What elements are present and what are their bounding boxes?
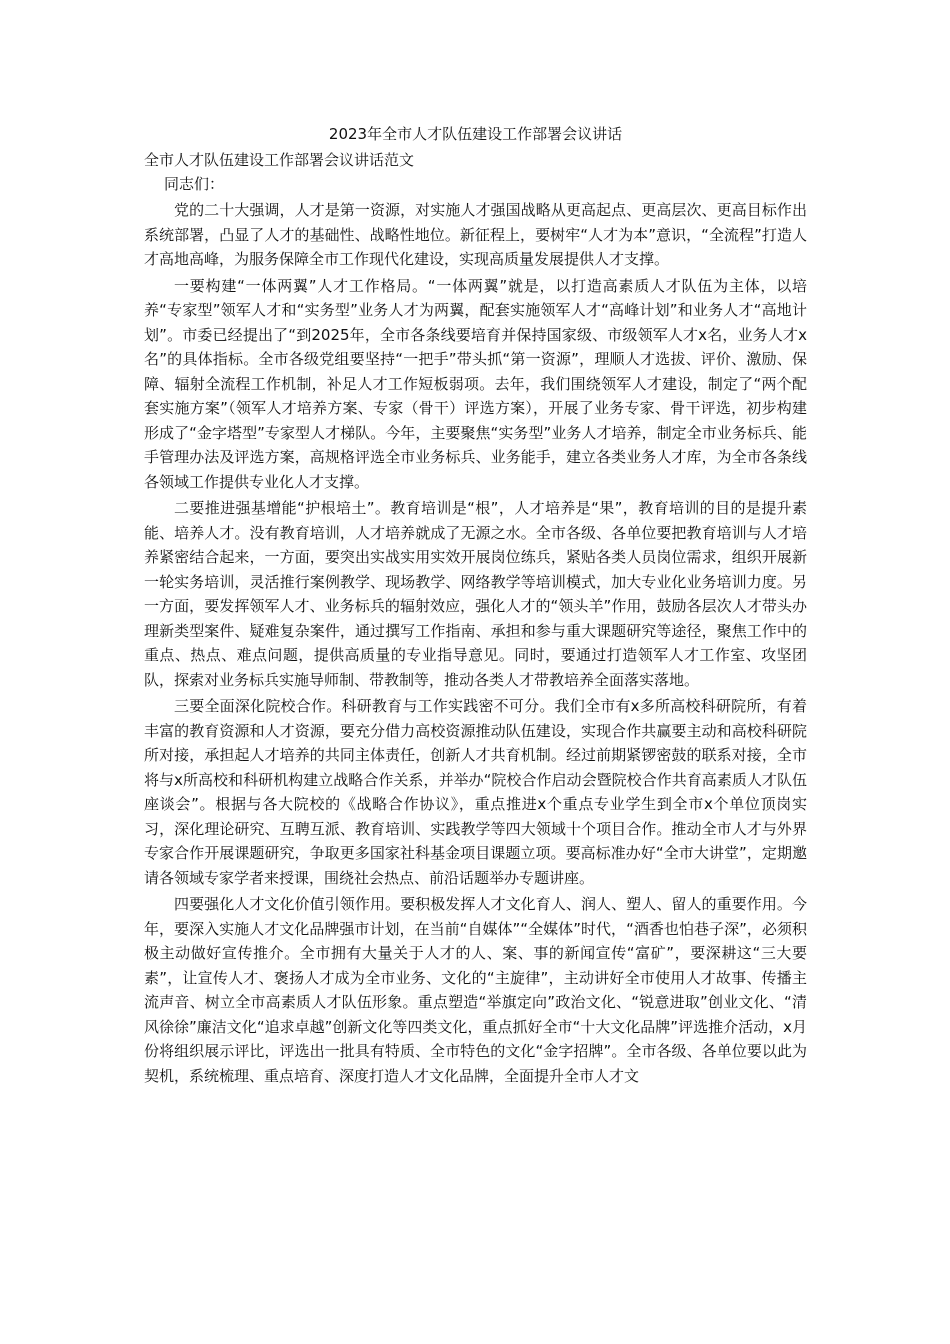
paragraph-point-2: 二要推进强基增能“护根培土”。教育培训是“根”，人才培养是“果”，教育培训的目的是提升素能、培养人才。没有教育培训，人才培养就成了无源之水。全市各级、各单位要把教育培训与人才培养紧密结合起来，一方面，要突出实战实用实效开展岗位练兵，紧贴各类人员岗位需求，组织开展新一轮实务培训，灵活推行案例教学、现场教学、网络教学等培训模式，加大专业化业务培训力度。另一方面，要发挥领军人才、业务标兵的辐射效应，强化人才的“领头羊”作用，鼓励各层次人才带头办理新类型案件、疑难复杂案件，通过撰写工作指南、承担和参与重大课题研究等途径，聚焦工作中的重点、热点、难点问题，提供高质量的专业指导意见。同时，要通过打造领军人才工作室、攻坚团队，探索对业务标兵实施导师制、带教制等，推动各类人才带教培养全面落实落地。 <box>144 499 807 689</box>
paragraph-point-4: 四要强化人才文化价值引领作用。要积极发挥人才文化育人、润人、塑人、留人的重要作用。今年，要深入实施人才文化品牌强市计划，在当前“自媒体”“全媒体”时代，“酒香也怕巷子深”，必须积极主动做好宣传推介。全市拥有大量关于人才的人、案、事的新闻宣传“富矿”，要深耕这“三大要素”，让宣传人才、褒扬人才成为全市业务、文化的“主旋律”，主动讲好全市使用人才故事、传播主流声音、树立全市高素质人才队伍形象。重点塑造“举旗定向”政治文化、“锐意进取”创业文化、“清风徐徐”廉洁文化“追求卓越”创新文化等四类文化，重点抓好全市“十大文化品牌”评选推介活动，x月份将组织展示评比，评选出一批具有特质、全市特色的文化“金字招牌”。全市各级、各单位要以此为契机，系统梳理、重点培育、深度打造人才文化品牌，全面提升全市人才文 <box>144 895 807 1085</box>
document-title: 2023年全市人才队伍建设工作部署会议讲话 <box>328 125 623 143</box>
paragraph-point-3: 三要全面深化院校合作。科研教育与工作实践密不可分。我们全市有x多所高校科研院所，有着丰富的教育资源和人才资源，要充分借力高校资源推动队伍建设，实现合作共赢要主动和高校科研院所对接，承担起人才培养的共同主体责任，创新人才共育机制。经过前期紧锣密鼓的联系对接，全市将与x所高校和科研机构建立战略合作关系，并举办“院校合作启动会暨院校合作共育高素质人才队伍座谈会”。根据与各大院校的《战略合作协议》，重点推进x个重点专业学生到全市x个单位顶岗实习，深化理论研究、互聘互派、教育培训、实践教学等四大领域十个项目合作。推动全市人才与外界专家合作开展课题研究，争取更多国家社科基金项目课题立项。要高标准办好“全市大讲堂”，定期邀请各领域专家学者来授课，围绕社会热点、前沿话题举办专题讲座。 <box>144 697 807 887</box>
paragraph-intro: 党的二十大强调，人才是第一资源，对实施人才强国战略从更高起点、更高层次、更高目标作出系统部署，凸显了人才的基础性、战略性地位。新征程上，要树牢“人才为本”意识，“全流程”打造人才高地高峰，为服务保障全市工作现代化建设，实现高质量发展提供人才支撑。 <box>144 201 807 268</box>
document-page <box>144 122 807 1088</box>
document-subtitle: 全市人才队伍建设工作部署会议讲话范文 <box>144 151 415 169</box>
salutation: 同志们： <box>164 175 225 193</box>
paragraph-point-1: 一要构建“一体两翼”人才工作格局。“一体两翼”就是，以打造高素质人才队伍为主体，以培养“专家型”领军人才和“实务型”业务人才为两翼，配套实施领军人才“高峰计划”和业务人才“高地计划”。市委已经提出了“到2025年，全市各条线要培育并保持国家级、市级领军人才x名，业务人才x名”的具体指标。全市各级党组要坚持“一把手”带头抓“第一资源”，理顺人才选拔、评价、激励、保障、辐射全流程工作机制，补足人才工作短板弱项。去年，我们围绕领军人才建设，制定了“两个配套实施方案”（领军人才培养方案、专家（骨干）评选方案），开展了业务专家、骨干评选，初步构建形成了“金字塔型”专家型人才梯队。今年，主要聚焦“实务型”业务人才培养，制定全市业务标兵、能手管理办法及评选方案，高规格评选全市业务标兵、业务能手，建立各类业务人才库，为全市各条线各领域工作提供专业化人才支撑。 <box>144 276 807 491</box>
